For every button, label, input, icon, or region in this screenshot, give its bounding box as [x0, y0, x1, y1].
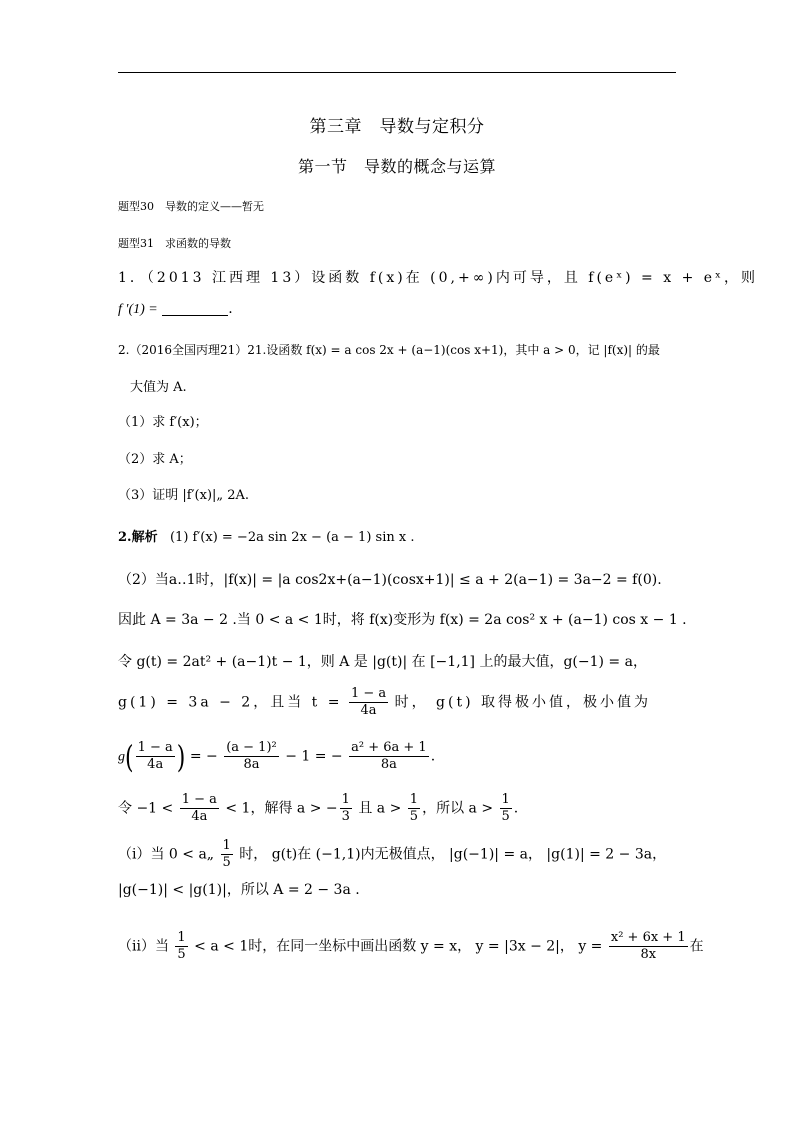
solution-line-10: （ⅱ）当 $\frac{1}{5}$ < a < 1时，在同一坐标中画出函数 y = x， y = |3x − 2|， y = $\frac{\text{x² + 6x + 1}}{8x}$ 在 [118, 930, 704, 962]
question-type-31: 题型31 求函数的导数 [118, 237, 231, 250]
fraction: $\frac{\text{a² + 6a + 1}}{8a}$ [351, 740, 427, 772]
solution-line-1: 2.解析 (1) f′(x) = −2a sin 2x − (a − 1) sin x . [118, 530, 415, 545]
chapter-title: 第三章 导数与定积分 [309, 117, 485, 137]
fraction: $\frac{1 - a}{4a}$ [137, 740, 173, 772]
fraction: $\frac{1}{5}$ [501, 792, 510, 824]
solution-line-8: （ⅰ）当 0 < a„ $\frac{1}{5}$ 时， g(t)在 (−1,1)内无极值点， |g(−1)| = a， |g(1)| = 2 − 3a， [118, 838, 667, 870]
fraction: $\frac{\text{(a − 1)²}}{8a}$ [226, 740, 277, 772]
fraction: $\frac{1 - a}{4a}$ [181, 792, 217, 824]
question-2-line-2: 大值为 A. [130, 380, 187, 395]
solution-heading: 2.解析 [118, 530, 158, 545]
question-2-part-2: （2）求 A； [118, 452, 192, 467]
question-2-part-3: （3）证明 |f′(x)|„ 2A. [118, 488, 250, 503]
solution-line-2: （2）当a‥1时，|f(x)| = |a cos2x+(a−1)(cosx+1)| ≤ a + 2(a−1) = 3a−2 = f(0). [118, 572, 662, 588]
fraction: $\frac{1}{5}$ [177, 930, 186, 962]
question-2-line-1: 2.（2016全国丙理21）21.设函数 f(x) = a cos 2x + (a−1)(cos x+1)，其中 a > 0，记 |f(x)| 的最 [118, 343, 660, 357]
section-title: 第一节 导数的概念与运算 [297, 157, 496, 176]
question-2-part-1: （1）求 f′(x)； [118, 415, 208, 430]
solution-line-5: g(1) = 3a − 2，且当 t = $\frac{1 - a}{4a}$ 时， g(t) 取得极小值，极小值为 [118, 686, 651, 718]
header-rule [118, 72, 676, 73]
question-1-line-2: f ′(1) = . [118, 301, 233, 317]
answer-blank [162, 301, 228, 316]
question-type-30: 题型30 导数的定义——暂无 [118, 200, 264, 213]
solution-line-6: g( $\frac{1 - a}{4a}$ ) = − $\frac{\text{(a − 1)²}}{8a}$ − 1 = − $\frac{\text{a² + 6a + 1}}{8a}$ . [118, 740, 436, 776]
solution-line-3: 因此 A = 3a − 2 .当 0 < a < 1时，将 f(x)变形为 f(x) = 2a cos² x + (a−1) cos x − 1 . [118, 612, 687, 628]
fraction: $\frac{\text{x² + 6x + 1}}{8x}$ [610, 930, 686, 962]
fraction: $\frac{1}{5}$ [222, 838, 231, 870]
solution-line-4: 令 g(t) = 2at² + (a−1)t − 1，则 A 是 |g(t)| 在 [−1,1] 上的最大值，g(−1) = a， [118, 654, 647, 670]
fraction: $\frac{1 - a}{4a}$ [350, 686, 387, 718]
solution-line-9: |g(−1)| < |g(1)|，所以 A = 2 − 3a . [118, 882, 360, 898]
fraction: $\frac{1}{3}$ [341, 792, 350, 824]
question-1-line-1: 1．（2013 江西理 13）设函数 f(x)在 (0,+∞)内可导，且 f(eˣ) = x + eˣ，则 [118, 270, 758, 286]
solution-line-7: 令 −1 < $\frac{1 - a}{4a}$ < 1，解得 a > − $\frac{1}{3}$ 且 a > $\frac{1}{5}$ ，所以 a > $\frac{1}{5}$ . [118, 792, 519, 824]
fraction: $\frac{1}{5}$ [409, 792, 419, 824]
